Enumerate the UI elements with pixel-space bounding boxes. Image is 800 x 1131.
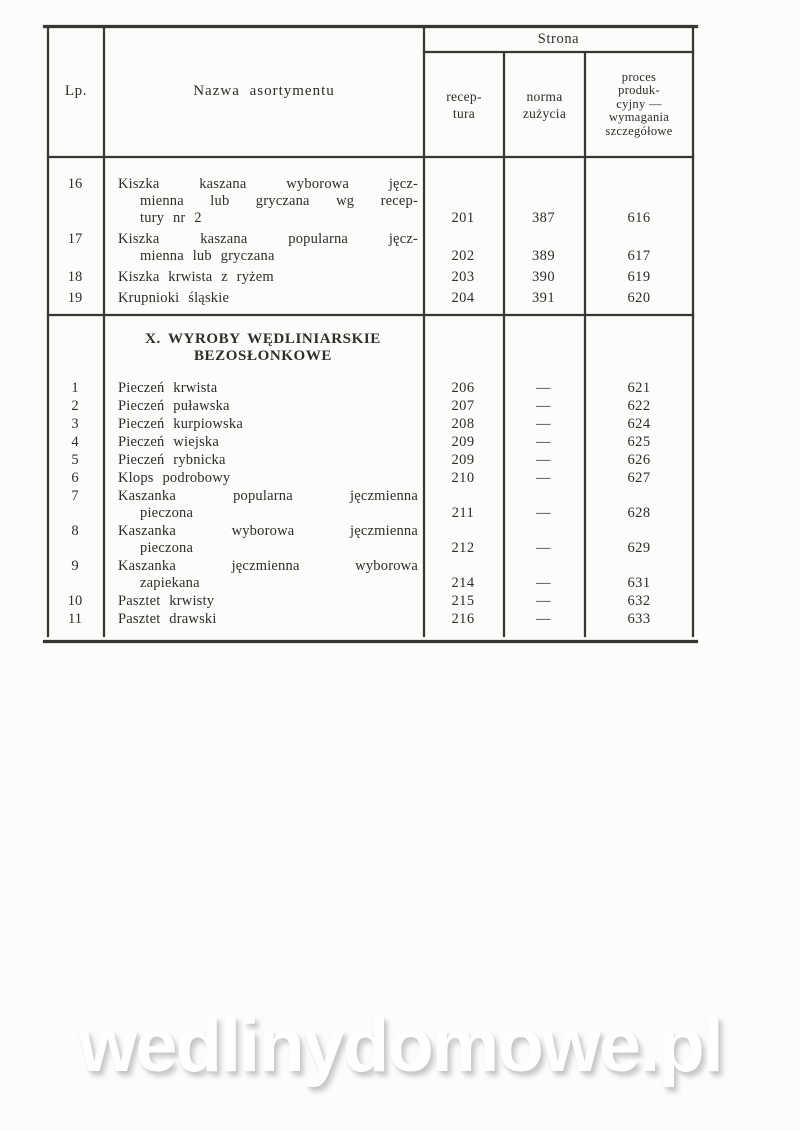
table-row	[47, 416, 694, 433]
nazwa-line: Krupnioki śląskie	[118, 290, 230, 306]
cell-nazwa	[103, 452, 423, 469]
cell-lp: 5	[71, 452, 79, 468]
nazwa-line: pieczona	[140, 505, 194, 521]
cell-nazwa	[103, 398, 423, 415]
col-header-line: zużycia	[522, 105, 567, 121]
table-section-wyroby-bezoslonkowe	[47, 315, 694, 629]
nazwa-line: Kaszanka wyborowa jęczmienna	[118, 523, 418, 539]
cell-lp: 4	[71, 434, 79, 450]
nazwa-line: Kiszka krwista z ryżem	[118, 269, 274, 285]
cell-nazwa	[103, 488, 423, 522]
table-row	[47, 470, 694, 487]
cell-receptura: 210	[451, 470, 475, 486]
table-section-kiszki	[47, 176, 694, 311]
cell-lp: 18	[67, 269, 83, 285]
cell-proces: 625	[627, 434, 651, 450]
cell-proces: 616	[627, 210, 651, 226]
cell-nazwa	[103, 593, 423, 610]
table-border-bottom	[43, 640, 698, 643]
cell-norma: 391	[532, 290, 555, 306]
col-header-nazwa: Nazwa asortymentu	[193, 83, 335, 99]
nazwa-line: zapiekana	[140, 575, 200, 591]
cell-norma: —	[536, 398, 551, 414]
table-header-separator	[47, 156, 694, 158]
col-header-line: cyjny —	[616, 96, 662, 111]
cell-norma: 390	[532, 269, 555, 285]
cell-lp: 8	[71, 523, 79, 539]
cell-receptura: 211	[451, 505, 475, 521]
cell-proces: 624	[627, 416, 651, 432]
nazwa-line: Pasztet krwisty	[118, 593, 215, 609]
cell-nazwa	[103, 269, 423, 286]
cell-nazwa	[103, 380, 423, 397]
cell-norma: 389	[532, 248, 555, 264]
table-row	[47, 290, 694, 307]
cell-proces: 631	[627, 575, 651, 591]
cell-proces: 629	[627, 540, 651, 556]
nazwa-line: Pasztet drawski	[118, 611, 217, 627]
cell-norma: —	[536, 593, 551, 609]
cell-proces: 617	[627, 248, 651, 264]
col-header-line: norma	[526, 88, 563, 104]
cell-proces: 632	[627, 593, 651, 609]
table-row	[47, 398, 694, 415]
table-row	[47, 269, 694, 286]
cell-receptura: 204	[451, 290, 475, 306]
cell-lp: 1	[71, 380, 79, 396]
table-row	[47, 434, 694, 451]
nazwa-line: pieczona	[140, 540, 194, 556]
cell-norma: —	[536, 416, 551, 432]
col-header-line: proces	[621, 69, 657, 84]
cell-norma: —	[536, 434, 551, 450]
col-header-line: szczegółowe	[605, 123, 673, 138]
cell-lp: 6	[71, 470, 79, 486]
table-row	[47, 611, 694, 628]
table-row	[47, 593, 694, 610]
nazwa-line: Klops podrobowy	[118, 470, 231, 486]
cell-receptura: 214	[451, 575, 475, 591]
nazwa-line: Kiszka kaszana popularna jęcz-	[118, 231, 418, 247]
nazwa-line: Kaszanka jęczmienna wyborowa	[118, 558, 418, 574]
col-header-proces	[586, 53, 692, 156]
nazwa-line: tury nr 2	[140, 210, 202, 226]
cell-norma: —	[536, 452, 551, 468]
cell-receptura: 216	[451, 611, 475, 627]
cell-lp: 11	[68, 611, 82, 627]
cell-receptura: 209	[451, 452, 475, 468]
cell-receptura: 215	[451, 593, 475, 609]
cell-receptura: 209	[451, 434, 475, 450]
cell-receptura: 201	[451, 210, 475, 226]
cell-proces: 622	[627, 398, 651, 414]
table-row	[47, 488, 694, 522]
cell-receptura: 207	[451, 398, 475, 414]
cell-nazwa	[103, 611, 423, 628]
section-title	[103, 331, 423, 365]
cell-nazwa	[103, 558, 423, 592]
cell-receptura: 202	[451, 248, 475, 264]
table-row	[47, 452, 694, 469]
cell-lp: 2	[71, 398, 79, 414]
cell-nazwa	[103, 523, 423, 557]
nazwa-line: Pieczeń puławska	[118, 398, 230, 414]
cell-lp: 10	[67, 593, 83, 609]
cell-norma: —	[536, 611, 551, 627]
cell-lp: 16	[67, 176, 83, 192]
cell-proces: 628	[627, 505, 651, 521]
cell-proces: 633	[627, 611, 651, 627]
nazwa-line: mienna lub gryczana wg recep-	[140, 193, 418, 209]
cell-nazwa	[103, 290, 423, 307]
nazwa-line: Pieczeń wiejska	[118, 434, 220, 450]
cell-nazwa	[103, 176, 423, 227]
cell-lp: 3	[71, 416, 79, 432]
col-header-line: recep-	[446, 88, 482, 104]
cell-receptura: 206	[451, 380, 475, 396]
col-header-lp: Lp.	[64, 83, 88, 99]
cell-norma: 387	[532, 210, 555, 226]
nazwa-line: Pieczeń kurpiowska	[118, 416, 243, 432]
cell-nazwa	[103, 416, 423, 433]
cell-lp: 19	[67, 290, 83, 306]
section-title-line: X. WYROBY WĘDLINIARSKIE	[145, 331, 381, 347]
cell-norma: —	[536, 380, 551, 396]
table-row	[47, 558, 694, 592]
col-header-line: tura	[452, 105, 476, 121]
cell-receptura: 208	[451, 416, 475, 432]
nazwa-line: Kiszka kaszana wyborowa jęcz-	[118, 176, 418, 192]
col-header-strona: Strona	[537, 30, 580, 47]
nazwa-line: mienna lub gryczana	[140, 248, 275, 264]
col-header-line: wymagania	[608, 110, 670, 125]
cell-lp: 17	[67, 231, 83, 247]
col-header-line: produk-	[618, 83, 660, 98]
cell-nazwa	[103, 231, 423, 265]
cell-receptura: 212	[451, 540, 475, 556]
cell-norma: —	[536, 540, 551, 556]
col-header-norma	[505, 53, 584, 156]
cell-proces: 620	[627, 290, 651, 306]
contents-table	[47, 25, 694, 643]
cell-proces: 627	[627, 470, 651, 486]
table-row	[47, 231, 694, 265]
cell-nazwa	[103, 434, 423, 451]
cell-lp: 7	[71, 488, 79, 504]
cell-lp: 9	[71, 558, 79, 574]
col-header-receptura	[425, 53, 503, 156]
cell-norma: —	[536, 575, 551, 591]
cell-proces: 621	[627, 380, 651, 396]
cell-proces: 626	[627, 452, 651, 468]
cell-norma: —	[536, 505, 551, 521]
watermark: wedlinydomowe.pl	[78, 1003, 722, 1088]
nazwa-line: Pieczeń krwista	[118, 380, 218, 396]
table-row	[47, 523, 694, 557]
cell-proces: 619	[627, 269, 651, 285]
section-title-line: BEZOSŁONKOWE	[193, 348, 333, 364]
cell-norma: —	[536, 470, 551, 486]
cell-receptura: 203	[451, 269, 475, 285]
nazwa-line: Pieczeń rybnicka	[118, 452, 226, 468]
cell-nazwa	[103, 470, 423, 487]
table-row	[47, 380, 694, 397]
nazwa-line: Kaszanka popularna jęczmienna	[118, 488, 418, 504]
table-row	[47, 176, 694, 227]
